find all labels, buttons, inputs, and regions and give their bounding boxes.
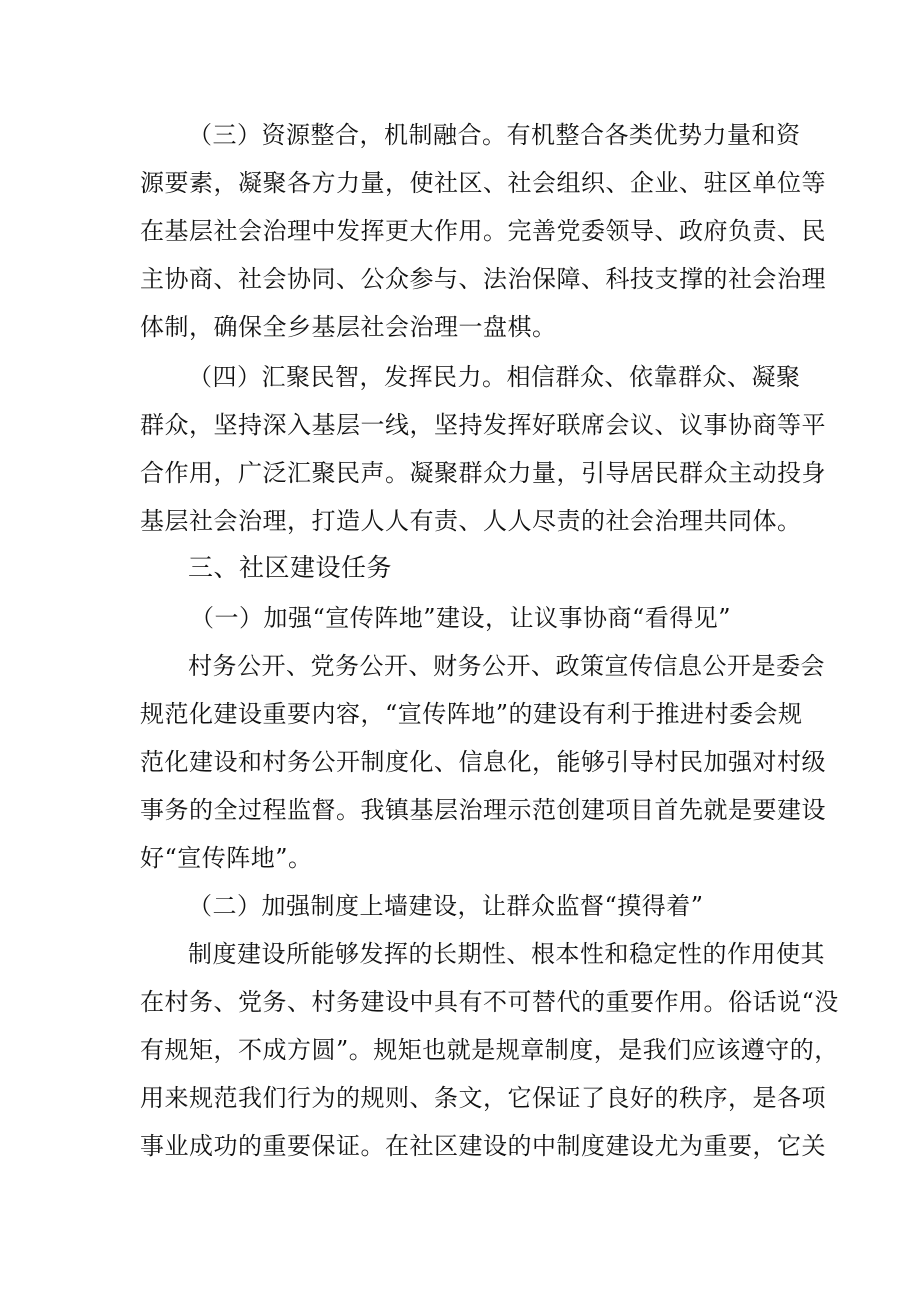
paragraph-line: 在村务、党务、村务建设中具有不可替代的重要作用。俗话说“没 (140, 988, 839, 1016)
paragraph-line: 范化建设和村务公开制度化、信息化，能够引导村民加强对村级 (140, 748, 826, 776)
subsection-heading: （二）加强制度上墙建设，让群众监督“摸得着” (188, 892, 704, 920)
paragraph-line: 群众，坚持深入基层一线，坚持发挥好联席会议、议事协商等平 (140, 411, 826, 439)
paragraph-line: 合作用，广泛汇聚民声。凝聚群众力量，引导居民群众主动投身 (140, 459, 826, 487)
paragraph-line: 主协商、社会协同、公众参与、法治保障、科技支撑的社会治理 (140, 265, 826, 293)
paragraph-line: 源要素，凝聚各方力量，使社区、社会组织、企业、驻区单位等 (140, 169, 826, 197)
section-heading: 三、社区建设任务 (188, 553, 393, 582)
paragraph-line: 有规矩，不成方圆”。规矩也就是规章制度，是我们应该遵守的， (140, 1036, 839, 1064)
paragraph-line: 体制，确保全乡基层社会治理一盘棋。 (140, 313, 557, 341)
paragraph-line: 村务公开、党务公开、财务公开、政策宣传信息公开是委会 (188, 652, 825, 680)
paragraph-line: 基层社会治理，打造人人有责、人人尽责的社会治理共同体。 (140, 507, 802, 535)
paragraph-line: （四）汇聚民智，发挥民力。相信群众、依靠群众、凝聚 (188, 363, 801, 391)
subsection-heading: （一）加强“宣传阵地”建设，让议事协商“看得见” (190, 604, 732, 632)
paragraph-line: （三）资源整合，机制融合。有机整合各类优势力量和资 (188, 121, 801, 149)
paragraph-line: 好“宣传阵地”。 (140, 844, 313, 872)
paragraph-line: 制度建设所能够发挥的长期性、根本性和稳定性的作用使其 (188, 940, 825, 968)
paragraph-line: 事务的全过程监督。我镇基层治理示范创建项目首先就是要建设 (140, 796, 826, 824)
paragraph-line: 事业成功的重要保证。在社区建设的中制度建设尤为重要，它关 (140, 1132, 826, 1160)
paragraph-line: 在基层社会治理中发挥更大作用。完善党委领导、政府负责、民 (140, 217, 826, 245)
paragraph-line: 用来规范我们行为的规则、条文，它保证了良好的秩序，是各项 (140, 1084, 826, 1112)
paragraph-line: 规范化建设重要内容，“宣传阵地”的建设有利于推进村委会规 (140, 700, 803, 728)
